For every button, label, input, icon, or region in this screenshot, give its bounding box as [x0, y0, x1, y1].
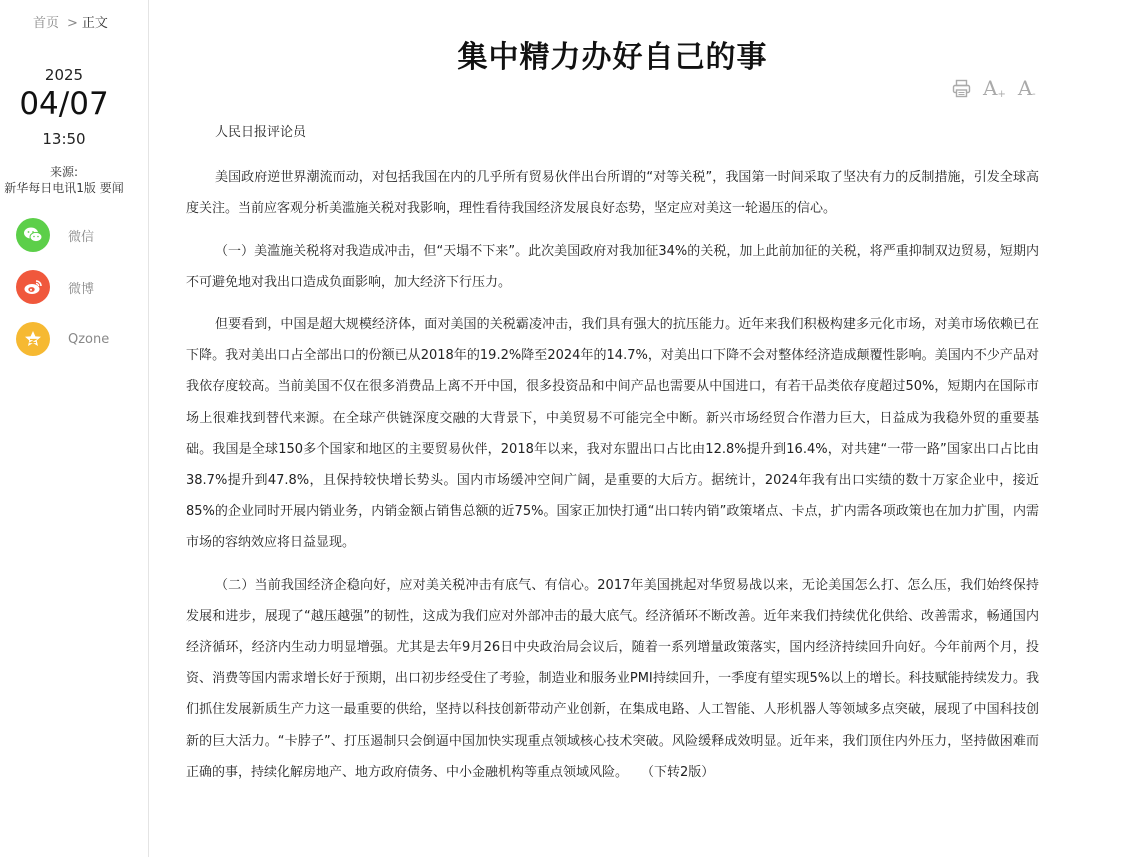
printer-icon[interactable]: [952, 79, 971, 98]
breadcrumb-separator: >: [67, 16, 78, 31]
breadcrumb-home-link[interactable]: 首页: [33, 16, 60, 31]
share-qzone-label: Qzone: [68, 331, 110, 347]
sidebar: [0, 0, 149, 857]
publish-time: 13:50: [42, 130, 86, 148]
font-decrease-mark: -: [1032, 89, 1036, 100]
qzone-icon: [16, 322, 50, 356]
share-wechat-button[interactable]: [16, 218, 94, 252]
share-weibo-button[interactable]: [16, 270, 94, 304]
font-decrease-button[interactable]: [1018, 76, 1036, 100]
source-value: 新华每日电讯1版 要闻: [4, 181, 124, 195]
font-increase-mark: +: [997, 89, 1006, 100]
wechat-icon: [16, 218, 50, 252]
article-body: [186, 117, 1039, 799]
font-increase-label: A: [983, 76, 998, 100]
article-paragraph: （二）当前我国经济企稳向好，应对美关税冲击有底气、有信心。2017年美国挑起对华贸易战以来，无论美国怎么打、怎么压，我们始终保持发展和进步，展现了“越压越强”的韧性，这成为我们应对外部冲击的最大底气。经济循环不断改善。近年来我们持续优化供给、改善需求，畅通国内经济循环，经济内生动力明显增强。尤其是去年9月26日中央政治局会议后，随着一系列增量政策落实，国内经济持续回升向好。今年前两个月，投资、消费等国内需求增长好于预期，出口初步经受住了考验，制造业和服务业PMI持续回升，一季度有望实现5%以上的增长。科技赋能持续发力。我们抓住发展新质生产力这一最重要的供给，坚持以科技创新带动产业创新，在集成电路、人工智能、人形机器人等领域多点突破，展现了中国科技创新的巨大活力。“卡脖子”、打压遏制只会倒逼中国加快实现重点领域核心技术突破。风险缓释成效明显。近年来，我们顶住内外压力，坚持做困难而正确的事，持续化解房地产、地方政府债务、中小金融机构等重点领域风险。 （下转2版）: [186, 577, 1039, 780]
publish-month-day: 04/07: [19, 86, 109, 122]
article-title: 集中精力办好自己的事: [457, 40, 768, 76]
share-wechat-label: 微信: [68, 229, 95, 245]
article-paragraph: 但要看到，中国是超大规模经济体，面对美国的关税霸凌冲击，我们具有强大的抗压能力。近年来我们积极构建多元化市场，对美市场依赖已在下降。我对美出口占全部出口的份额已从2018年的19.2%降至2024年的14.7%，对美出口下降不会对整体经济造成颠覆性影响。美国内不少产品对我依存度较高。当前美国不仅在很多消费品上离不开中国，很多投资品和中间产品也需要从中国进口，有若干品类依存度超过50%，短期内在国际市场上很难找到替代来源。在全球产供链深度交融的大背景下，中美贸易不可能完全中断。新兴市场经贸合作潜力巨大，日益成为我稳外贸的重要基础。我国是全球150多个国家和地区的主要贸易伙伴，2018年以来，我对东盟出口占比由12.8%提升到16.4%，对共建“一带一路”国家出口占比由38.7%提升到47.8%，且保持较快增长势头。国内市场缓冲空间广阔，是重要的大后方。据统计，2024年我有出口实绩的数十万家企业中，接近85%的企业同时开展内销业务，内销金额占销售总额的近75%。国家正加快打通“出口转内销”政策堵点、卡点，扩内需各项政策也在加力扩围，内需市场的容纳效应将日益显现。: [186, 317, 1039, 551]
source-label: 来源:: [49, 165, 79, 179]
font-decrease-label: A: [1017, 76, 1033, 100]
share-weibo-label: 微博: [68, 281, 95, 297]
share-qzone-button[interactable]: [16, 322, 109, 356]
article-paragraph: （一）美滥施关税将对我造成冲击，但“天塌不下来”。此次美国政府对我加征34%的关税，加上此前加征的关税，将严重抑制双边贸易，短期内不可避免地对我出口造成负面影响，加大经济下行压力。: [186, 243, 1039, 290]
font-increase-button[interactable]: [983, 76, 1006, 100]
article-author: 人民日报评论员: [215, 125, 307, 140]
breadcrumb-current: 正文: [81, 16, 108, 31]
article-paragraph: 美国政府逆世界潮流而动，对包括我国在内的几乎所有贸易伙伴出台所谓的“对等关税”，我国第一时间采取了坚决有力的反制措施，引发全球高度关注。当前应客观分析美滥施关税对我影响，理性看待我国经济发展良好态势，坚定应对美这一轮遏压的信心。: [186, 170, 1039, 217]
publish-year: 2025: [44, 66, 84, 84]
breadcrumb: [33, 12, 108, 31]
article-tools: [952, 76, 1048, 100]
weibo-icon: [16, 270, 50, 304]
